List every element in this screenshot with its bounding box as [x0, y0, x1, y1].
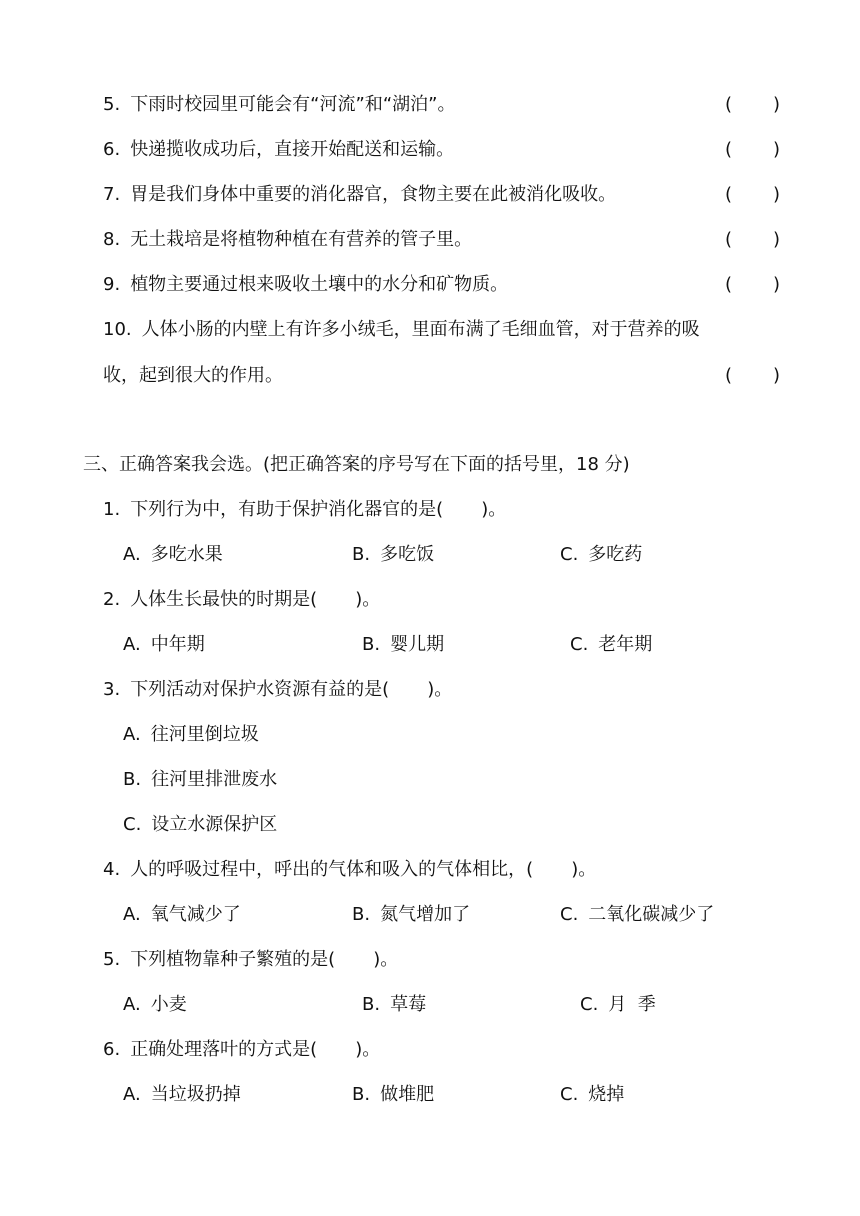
mc-question-1: 1. 下列行为中，有助于保护消化器官的是( )。 [103, 499, 507, 520]
item-text: 无土栽培是将植物种植在有营养的管子里。 [130, 229, 473, 250]
question-number: 2. [103, 589, 121, 610]
tf-item-7 [103, 183, 616, 207]
option-c[interactable]: C. 烧掉 [560, 1084, 625, 1105]
option-a[interactable]: A. 氧气减少了 [123, 904, 241, 925]
item-number: 6. [103, 139, 121, 160]
question-stem: 下列活动对保护水资源有益的是( [130, 679, 390, 700]
question-number: 5. [103, 949, 121, 970]
item-text: 下雨时校园里可能会有“河流”和“湖泊”。 [130, 94, 456, 115]
tf-item-10 [103, 318, 700, 342]
option-b[interactable]: B. 往河里排泄废水 [123, 769, 278, 790]
item-number: 10. [103, 319, 132, 340]
section-title: 三、正确答案我会选。(把正确答案的序号写在下面的括号里，18 分) [83, 454, 630, 475]
question-number: 1. [103, 499, 121, 520]
item-number: 9. [103, 274, 121, 295]
mc-question-6: 6. 正确处理落叶的方式是( )。 [103, 1039, 381, 1060]
question-number: 3. [103, 679, 121, 700]
option-b[interactable]: B. 多吃饭 [352, 544, 435, 565]
mc-question-2: 2. 人体生长最快的时期是( )。 [103, 589, 381, 610]
option-b[interactable]: B. 草莓 [362, 994, 427, 1015]
item-text: 快递揽收成功后，直接开始配送和运输。 [130, 139, 455, 160]
option-a[interactable]: A. 当垃圾扔掉 [123, 1084, 241, 1105]
item-number: 7. [103, 184, 121, 205]
question-stem: 人的呼吸过程中，呼出的气体和吸入的气体相比，( [130, 859, 534, 880]
question-stem: 正确处理落叶的方式是( [130, 1039, 318, 1060]
option-c[interactable]: C. 二氧化碳减少了 [560, 904, 715, 925]
item-text: 胃是我们身体中重要的消化器官，食物主要在此被消化吸收。 [130, 184, 617, 205]
mc-question-5: 5. 下列植物靠种子繁殖的是( )。 [103, 949, 399, 970]
option-c[interactable]: C. 月 季 [580, 994, 656, 1015]
option-b[interactable]: B. 婴儿期 [362, 634, 445, 655]
item-text: 收，起到很大的作用。 [103, 365, 283, 386]
option-a[interactable]: A. 小麦 [123, 994, 187, 1015]
option-a[interactable]: A. 中年期 [123, 634, 205, 655]
answer-bracket[interactable]: ( ) [725, 365, 780, 386]
answer-bracket[interactable]: ( ) [725, 184, 780, 205]
question-stem: 下列植物靠种子繁殖的是( [130, 949, 336, 970]
option-c[interactable]: C. 多吃药 [560, 544, 643, 565]
tf-item-10-continued [103, 364, 283, 388]
question-number: 4. [103, 859, 121, 880]
mc-question-3: 3. 下列活动对保护水资源有益的是( )。 [103, 679, 453, 700]
tf-item-9 [103, 273, 508, 297]
option-c[interactable]: C. 设立水源保护区 [123, 814, 278, 835]
tf-item-6 [103, 138, 454, 162]
question-number: 6. [103, 1039, 121, 1060]
question-stem: 人体生长最快的时期是( [130, 589, 318, 610]
option-c[interactable]: C. 老年期 [570, 634, 653, 655]
answer-bracket[interactable]: ( ) [725, 274, 780, 295]
item-text: 人体小肠的内壁上有许多小绒毛，里面布满了毛细血管，对于营养的吸 [141, 319, 700, 340]
mc-question-4: 4. 人的呼吸过程中，呼出的气体和吸入的气体相比，( )。 [103, 859, 597, 880]
option-b[interactable]: B. 做堆肥 [352, 1084, 435, 1105]
option-b[interactable]: B. 氮气增加了 [352, 904, 471, 925]
item-text: 植物主要通过根来吸收土壤中的水分和矿物质。 [130, 274, 509, 295]
option-a[interactable]: A. 往河里倒垃圾 [123, 724, 259, 745]
option-a[interactable]: A. 多吃水果 [123, 544, 223, 565]
tf-item-5 [103, 93, 456, 117]
item-number: 8. [103, 229, 121, 250]
tf-item-8 [103, 228, 472, 252]
answer-bracket[interactable]: ( ) [725, 94, 780, 115]
item-number: 5. [103, 94, 121, 115]
answer-bracket[interactable]: ( ) [725, 229, 780, 250]
answer-bracket[interactable]: ( ) [725, 139, 780, 160]
question-stem: 下列行为中，有助于保护消化器官的是( [130, 499, 444, 520]
